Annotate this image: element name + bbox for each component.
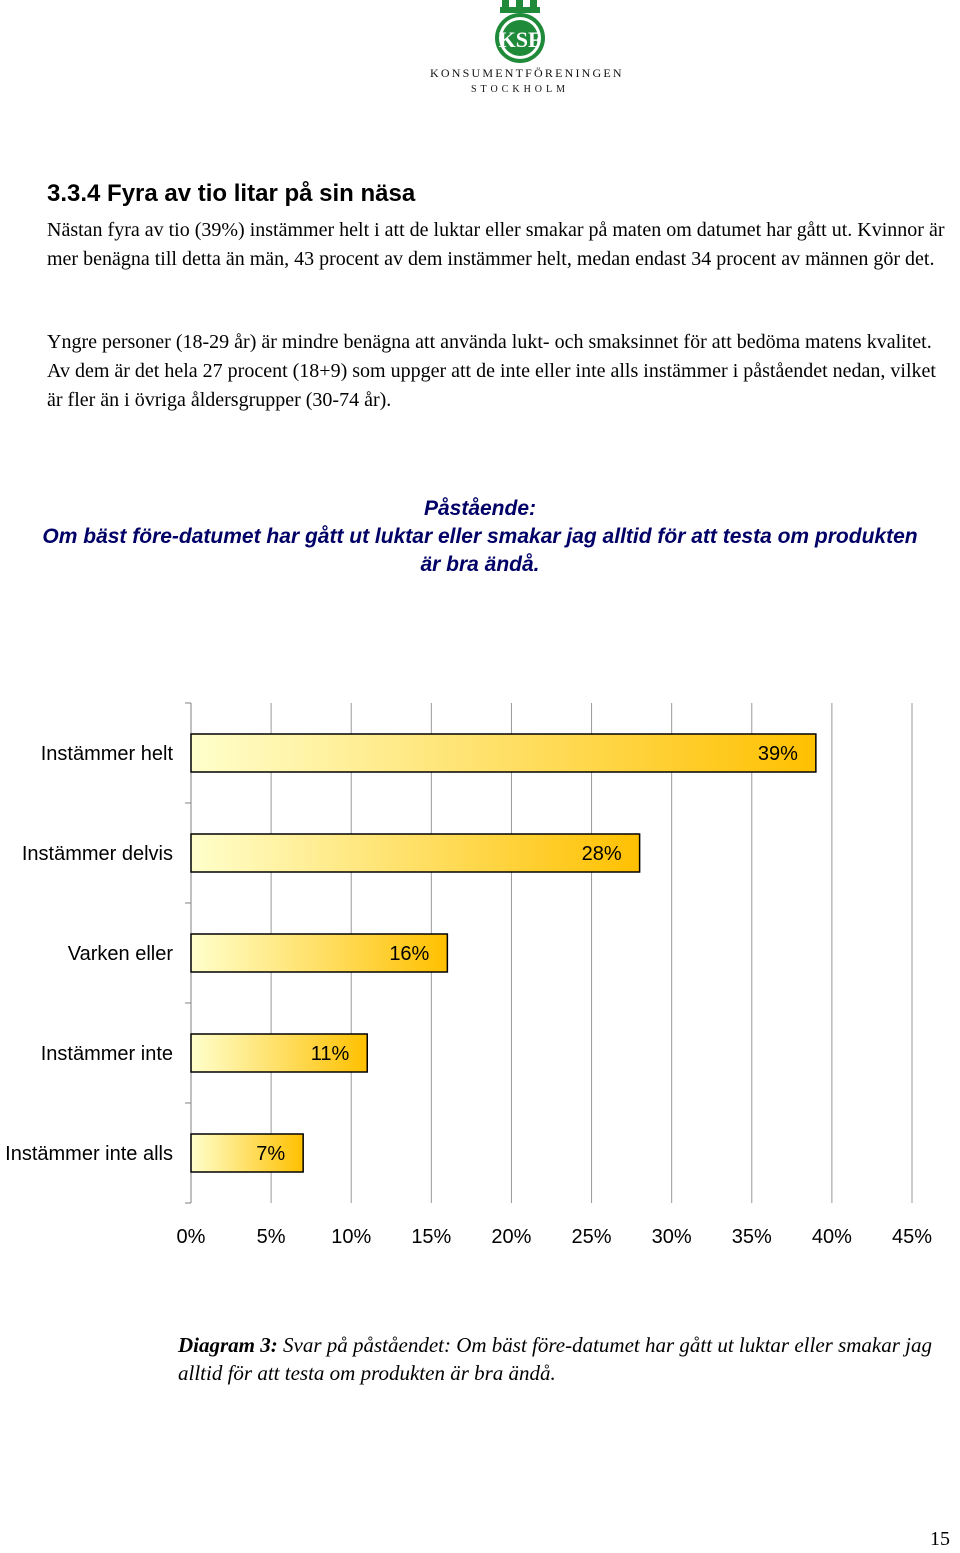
crown-shield-icon (468, 0, 572, 66)
x-tick-label: 10% (331, 1226, 372, 1248)
x-tick-label: 5% (256, 1226, 286, 1248)
caption-text: Svar på påståendet: Om bäst före-datumet har gått ut luktar eller smakar jag alltid för att testa om produkten är bra ändå. (178, 1333, 932, 1385)
category-label: Instämmer inte (40, 1043, 173, 1065)
category-label: Varken eller (67, 943, 173, 965)
logo-city: STOCKHOLM (470, 84, 570, 95)
category-label: Instämmer delvis (21, 843, 173, 865)
bar-chart (0, 690, 960, 1270)
data-label: 11% (310, 1043, 350, 1065)
bar (191, 1134, 303, 1172)
x-tick-label: 25% (571, 1226, 612, 1248)
category-label: Instämmer inte alls (5, 1143, 173, 1165)
diagram-caption (178, 1331, 948, 1387)
ksf-logo (430, 0, 624, 110)
logo-name: KONSUMENTFÖRENINGEN (430, 66, 624, 80)
x-tick-label: 15% (411, 1226, 452, 1248)
statement-box (40, 495, 920, 579)
category-label: Instämmer helt (40, 743, 173, 765)
paragraph-2: Yngre personer (18-29 år) är mindre benägna att använda lukt- och smaksinnet för att bedöma matens kvalitet. Av dem är det hela 27 procent (18+9) som uppger att de inte eller inte alls instämmer i påståendet nedan, vilket är fler än i övriga åldersgrupper (30-74 år). (47, 331, 936, 411)
logo-letters: KSF (498, 27, 542, 52)
x-tick-label: 20% (491, 1226, 532, 1248)
bar (191, 834, 640, 872)
data-label: 28% (581, 843, 622, 865)
paragraph-1: Nästan fyra av tio (39%) instämmer helt i att de luktar eller smakar på maten om datumet har gått ut. Kvinnor är mer benägna till detta än män, 43 procent av dem instämmer helt, medan endast 34 procent av männen gör det. (47, 219, 945, 270)
bar (191, 734, 816, 772)
data-label: 7% (256, 1143, 286, 1165)
statement-label: Påstående: (423, 497, 537, 520)
statement-text: Om bäst före-datumet har gått ut luktar eller smakar jag alltid för att testa om produkten är bra ändå. (42, 525, 918, 576)
x-tick-label: 30% (651, 1226, 692, 1248)
data-label: 39% (757, 743, 798, 765)
x-tick-label: 35% (731, 1226, 772, 1248)
data-label: 16% (389, 943, 430, 965)
page-number: 15 (930, 1528, 950, 1550)
section-heading: 3.3.4 Fyra av tio litar på sin näsa (47, 180, 416, 207)
x-tick-label: 0% (176, 1226, 206, 1248)
caption-label: Diagram 3: (178, 1333, 278, 1357)
x-tick-label: 40% (811, 1226, 852, 1248)
x-tick-label: 45% (891, 1226, 933, 1248)
